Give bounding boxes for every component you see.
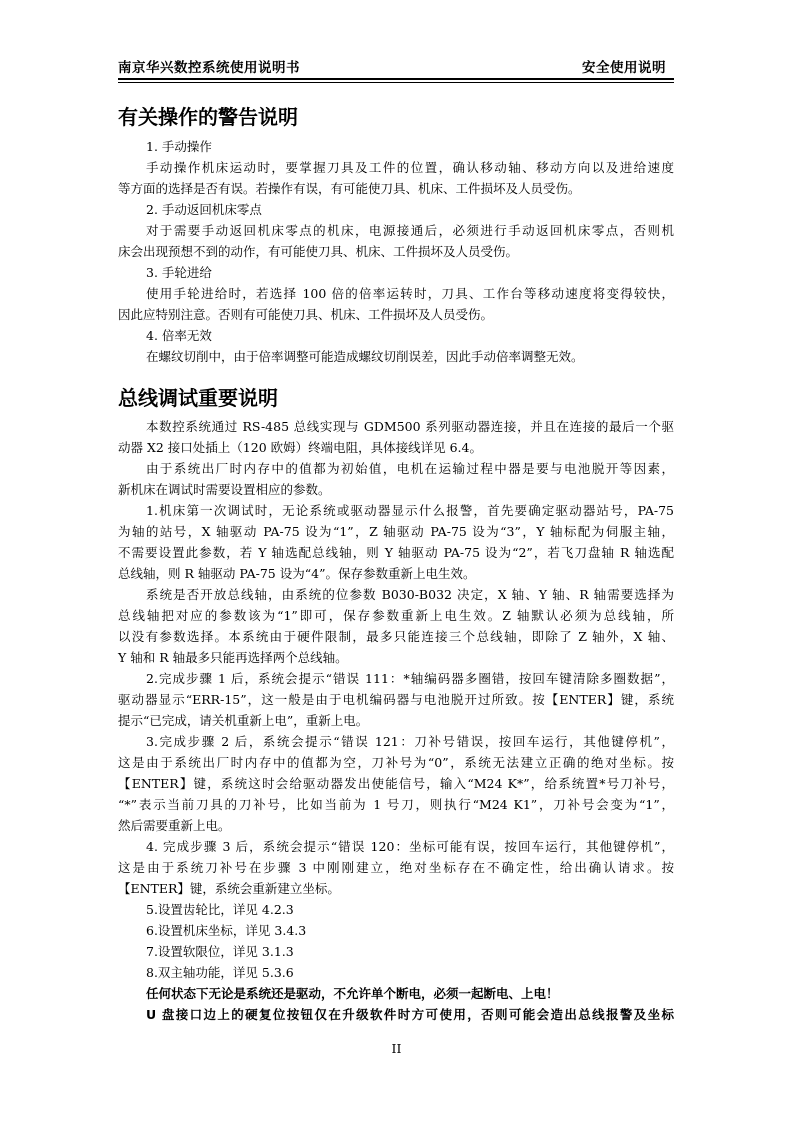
paragraph-line: 2.完成步骤 1 后，系统会提示“错误 111：*轴编码器多圈错，按回车键清除多圈数据”， (146, 671, 674, 686)
paragraph-line: Y 轴和 R 轴最多只能再选择两个总线轴。 (118, 650, 348, 665)
paragraph-line: 以没有参数选择。本系统由于硬件限制，最多只能连接三个总线轴，即除了 Z 轴外，X 轴、 (118, 629, 674, 644)
paragraph-line: 【ENTER】键，系统会重新建立坐标。 (118, 881, 340, 896)
header-section-title: 安全使用说明 (582, 60, 666, 76)
paragraph-line: 不需要设置此参数，若 Y 轴选配总线轴，则 Y 轴驱动 PA-75 设为“2”，若飞刀盘轴 R 轴选配 (118, 545, 674, 560)
paragraph-line: 因此应特别注意。否则有可能使刀具、机床、工件损坏及人员受伤。 (118, 307, 494, 322)
paragraph-line: 总线轴把对应的参数该为“1”即可，保存参数重新上电生效。Z 轴默认必须为总线轴，所 (118, 608, 674, 623)
paragraph-line: 为轴的站号，X 轴驱动 PA-75 设为“1”，Z 轴驱动 PA-75 设为“3”，Y 轴标配为伺服主轴， (118, 524, 674, 539)
paragraph-line: 手动操作机床运动时，要掌握刀具及工件的位置，确认移动轴、移动方向以及进给速度 (146, 160, 674, 175)
paragraph-line: 系统是否开放总线轴，由系统的位参数 B030-B032 决定，X 轴、Y 轴、R 轴需要选择为 (146, 587, 674, 602)
list-item: 4. 倍率无效 (146, 328, 212, 343)
page-number: II (391, 1041, 402, 1056)
paragraph-line: 这是由于系统刀补号在步骤 3 中刚刚建立，绝对坐标存在不确定性，给出确认请求。按 (118, 860, 674, 875)
header-rule-thin (118, 82, 674, 83)
paragraph-line: 3.完成步骤 2 后，系统会提示“错误 121：刀补号错误，按回车运行，其他键停机”， (146, 734, 674, 749)
paragraph-line: 由于系统出厂时内存中的值都为初始值，电机在运输过程中器是要与电池脱开等因素， (146, 461, 674, 476)
warning-power-together: 任何状态下无论是系统还是驱动，不允许单个断电，必须一起断电、上电！ (146, 986, 559, 1001)
paragraph-line: 动器 X2 接口处插上（120 欧姆）终端电阻，具体接线详见 6.4。 (118, 440, 482, 455)
page-header (118, 56, 674, 80)
paragraph-line: 在螺纹切削中，由于倍率调整可能造成螺纹切削误差，因此手动倍率调整无效。 (146, 349, 584, 364)
list-item: 6.设置机床坐标，详见 3.4.3 (146, 923, 307, 938)
list-item: 3. 手轮进给 (146, 265, 212, 280)
section-title-operation-warnings: 有关操作的警告说明 (118, 105, 298, 129)
warning-hard-reset: U 盘接口边上的硬复位按钮仅在升级软件时方可使用，否则可能会造出总线报警及坐标 (146, 1007, 674, 1022)
paragraph-line: 对于需要手动返回机床零点的机床，电源接通后，必须进行手动返回机床零点，否则机 (146, 223, 674, 238)
paragraph-line: 总线轴，则 R 轴驱动 PA-75 设为“4”。保存参数重新上电生效。 (118, 566, 476, 581)
paragraph-line: 提示“已完成，请关机重新上电”，重新上电。 (118, 713, 369, 728)
list-item: 2. 手动返回机床零点 (146, 202, 262, 217)
paragraph-line: 床会出现预想不到的动作，有可能使刀具、机床、工件损坏及人员受伤。 (118, 244, 519, 259)
paragraph-line: 1.机床第一次调试时，无论系统或驱动器显示什么报警，首先要确定驱动器站号，PA-75 (146, 503, 674, 518)
list-item: 5.设置齿轮比，详见 4.2.3 (146, 902, 294, 917)
list-item: 1. 手动操作 (146, 139, 212, 154)
paragraph-line: 使用手轮进给时，若选择 100 倍的倍率运转时，刀具、工作台等移动速度将变得较快， (146, 286, 674, 301)
header-rule-thick (118, 78, 674, 80)
paragraph-line: 4. 完成步骤 3 后，系统会提示“错误 120：坐标可能有误，按回车运行，其他键停机”， (146, 839, 674, 854)
section-title-bus-debugging: 总线调试重要说明 (118, 386, 278, 410)
paragraph-line: 新机床在调试时需要设置相应的参数。 (118, 482, 331, 497)
list-item: 7.设置软限位，详见 3.1.3 (146, 944, 294, 959)
paragraph-line: 【ENTER】键，系统这时会给驱动器发出使能信号，输入“M24 K*”，给系统置*号刀补号， (118, 776, 674, 791)
paragraph-line: 等方面的选择是否有误。若操作有误，有可能使刀具、机床、工件损坏及人员受伤。 (118, 181, 581, 196)
header-manual-title: 南京华兴数控系统使用说明书 (118, 60, 300, 76)
paragraph-line: “*”表示当前刀具的刀补号，比如当前为 1 号刀，则执行“M24 K1”，刀补号会变为“1”， (118, 797, 674, 812)
paragraph-line: 然后需要重新上电。 (118, 818, 231, 833)
paragraph-line: 本数控系统通过 RS-485 总线实现与 GDM500 系列驱动器连接，并且在连接的最后一个驱 (146, 419, 674, 434)
paragraph-line: 驱动器显示“ERR-15”，这一般是由于电机编码器与电池脱开过所致。按【ENTER】键，系统 (118, 692, 674, 707)
list-item: 8.双主轴功能，详见 5.3.6 (146, 965, 294, 980)
paragraph-line: 这是由于系统出厂时内存中的值都为空，刀补号为“0”，系统无法建立正确的绝对坐标。按 (118, 755, 674, 770)
